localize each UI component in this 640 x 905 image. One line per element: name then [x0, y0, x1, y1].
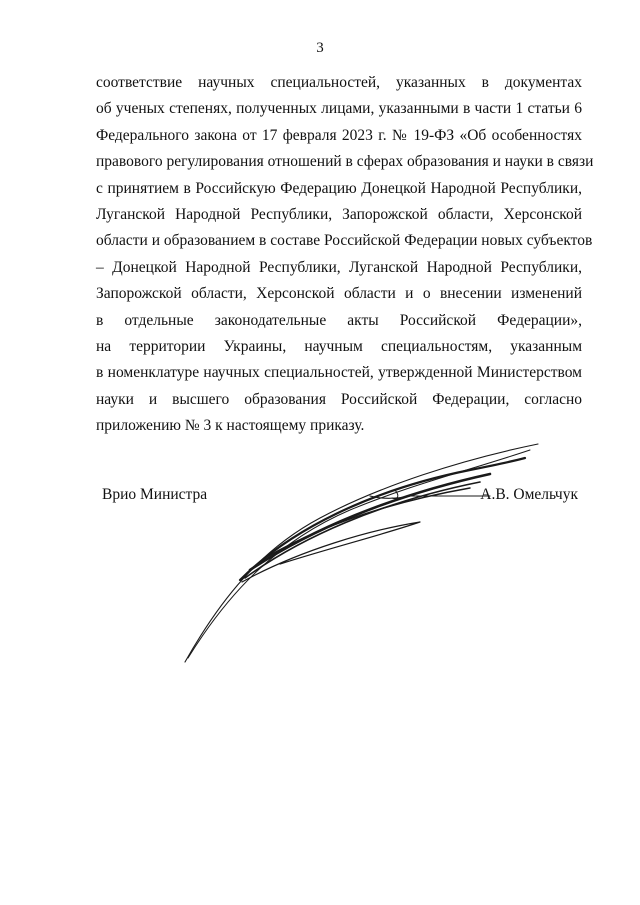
body-line: области и образованием в составе Российской Федерации новых субъектов	[96, 232, 593, 250]
body-line: – Донецкой Народной Республики, Луганской Народной Республики,	[96, 258, 582, 276]
handwritten-signature	[170, 430, 550, 670]
body-line: в отдельные законодательные акты Российской Федерации»,	[96, 311, 582, 329]
body-line: Луганской Народной Республики, Запорожской области, Херсонской	[96, 206, 582, 224]
body-line: на территории Украины, научным специальностям, указанным	[96, 338, 582, 356]
body-line: Запорожской области, Херсонской области и о внесении изменений	[96, 285, 582, 303]
body-line: Федерального закона от 17 февраля 2023 г. № 19-ФЗ «Об особенностях	[96, 126, 582, 144]
page-number: 3	[316, 40, 324, 56]
body-line: правового регулирования отношений в сферах образования и науки в связи	[96, 153, 594, 171]
signer-name: А.В. Омельчук	[480, 486, 578, 503]
body-line: в номенклатуре научных специальностей, утвержденной Министерством	[96, 364, 582, 382]
body-line: с принятием в Российскую Федерацию Донецкой Народной Республики,	[96, 179, 582, 197]
body-line: соответствие научных специальностей, указанных в документах	[96, 74, 582, 91]
body-paragraph	[96, 70, 594, 440]
body-line: об ученых степенях, полученных лицами, указанными в части 1 статьи 6	[96, 100, 582, 118]
signer-title: Врио Министра	[102, 486, 208, 503]
body-line: приложению № 3 к настоящему приказу.	[96, 417, 365, 435]
body-line: науки и высшего образования Российской Федерации, согласно	[96, 390, 582, 408]
